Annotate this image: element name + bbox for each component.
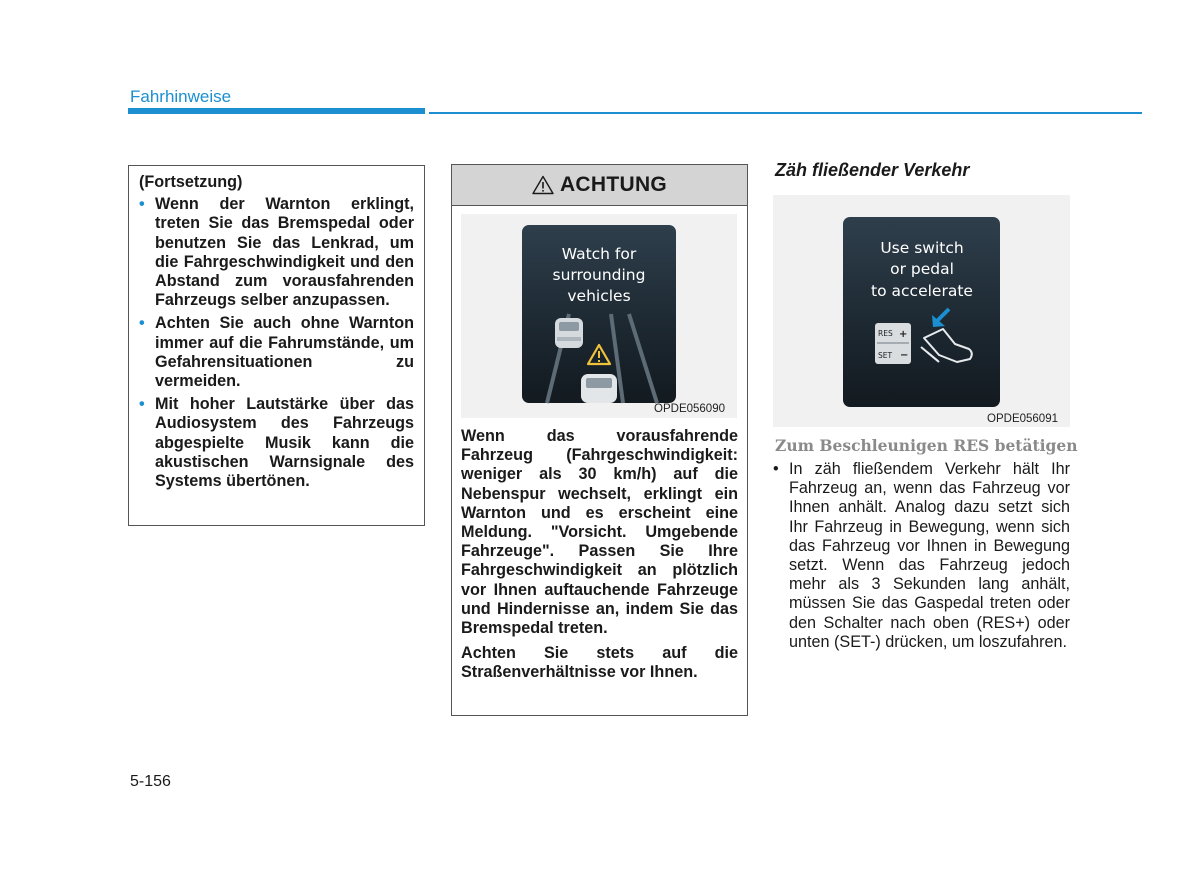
- continuation-box: [128, 165, 425, 526]
- image-code: OPDE056091: [987, 413, 1058, 425]
- warning-title: ACHTUNG: [559, 173, 668, 196]
- image-code: OPDE056090: [654, 403, 725, 415]
- display-line-3: to accelerate: [871, 282, 973, 300]
- res-set-switch-icon: [875, 323, 911, 364]
- warning-paragraph: Wenn das vorausfahrende Fahrzeug (Fahrgeschwindigkeit: weniger als 30 km/h) auf die Nebenspur wechselt, erklingt ein Warnton und es erscheint eine Meldung. "Vorsicht. Umgebende Fahrzeuge". Passen Sie Ihre Fahrgeschwindigkeit an plötzlich vor Ihnen auftauchende Fahrzeuge und Hindernisse an, indem Sie das Bremspedal treten.: [461, 427, 738, 638]
- list-item: [139, 314, 414, 391]
- list-item-text: Mit hoher Lautstärke über das Audiosystem des Fahrzeugs abgespielte Musik kann die akustischen Warnsignale des Systems übertönen.: [155, 395, 414, 491]
- cluster-display-illustration: [461, 214, 737, 404]
- cluster-display-illustration: [773, 195, 1070, 413]
- instruction-paragraph: [773, 460, 1070, 652]
- display-line-3: vehicles: [567, 287, 631, 305]
- warning-paragraph: Achten Sie stets auf die Straßenverhältnisse vor Ihnen.: [461, 644, 738, 682]
- section-title: Fahrhinweise: [130, 87, 232, 106]
- warning-illustration: [461, 214, 737, 418]
- accelerate-illustration: [773, 195, 1070, 427]
- set-label: SET: [878, 351, 893, 360]
- bullet-icon: •: [139, 195, 145, 214]
- display-line-1: Watch for: [561, 245, 637, 263]
- bullet-icon: •: [773, 460, 779, 478]
- subsection-title: Zäh fließender Verkehr: [775, 160, 970, 180]
- bullet-icon: •: [139, 395, 145, 414]
- list-item-text: Achten Sie auch ohne Warnton immer auf die Fahrumstände, um Gefahrensituationen zu vermeiden.: [155, 314, 414, 391]
- svg-text:−: −: [900, 350, 909, 361]
- bullet-icon: •: [139, 314, 145, 333]
- own-vehicle-icon: [581, 374, 617, 403]
- warning-header: [452, 165, 747, 206]
- instruction-text: In zäh fließendem Verkehr hält Ihr Fahrzeug an, wenn das Fahrzeug vor Ihnen anhält. Analog dazu setzt sich Ihr Fahrzeug in Bewegung, wenn sich das Fahrzeug vor Ihnen in Bewegung setzt. Wenn das Fahrzeug jedoch mehr als 3 Sekunden lang anhält, müssen Sie das Gaspedal treten oder den Schalter nach oben (RES+) oder unten (SET-) drücken, um loszufahren.: [789, 460, 1070, 651]
- vehicle-ahead-icon: [555, 318, 583, 348]
- display-line-1: Use switch: [880, 239, 964, 257]
- svg-text:+: +: [899, 329, 908, 340]
- continuation-heading: (Fortsetzung): [139, 173, 243, 191]
- warning-text: [461, 427, 738, 689]
- warning-box: [451, 164, 748, 716]
- list-item-text: Wenn der Warnton erklingt, treten Sie das Bremspedal oder benutzen Sie das Lenkrad, um die Fahrgeschwindigkeit und den Abstand zum vorausfahrenden Fahrzeugs selber anzupassen.: [155, 195, 414, 310]
- continuation-list: [139, 195, 414, 491]
- display-line-2: or pedal: [890, 260, 954, 278]
- list-item: [139, 395, 414, 491]
- list-item: [139, 195, 414, 310]
- header-rule-thick: [128, 108, 425, 114]
- page-number: 5-156: [130, 773, 171, 790]
- display-line-2: surrounding: [552, 266, 646, 284]
- res-label: RES: [878, 329, 893, 338]
- instruction-heading: Zum Beschleunigen RES betätigen: [775, 436, 1078, 455]
- warning-triangle-icon: [532, 175, 554, 195]
- header-rule-thin: [429, 112, 1142, 114]
